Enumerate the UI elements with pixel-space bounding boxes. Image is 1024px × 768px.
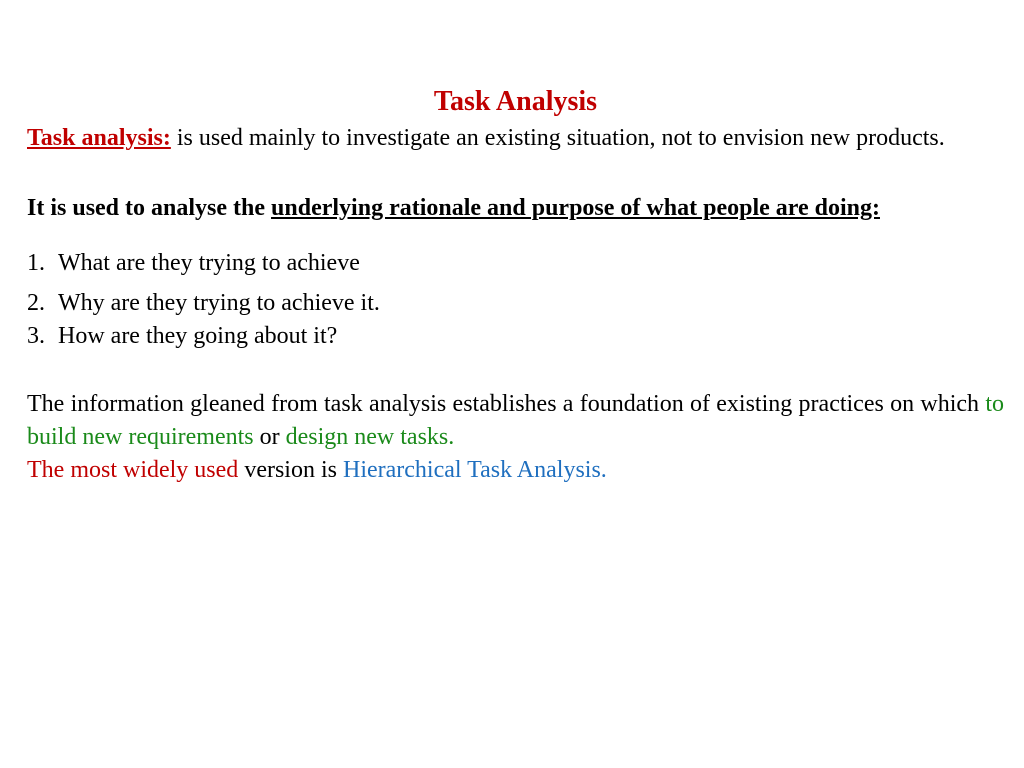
info-text-1: The information gleaned from task analysis establishes a foundation of existing practices on which — [27, 391, 986, 417]
intro-text: is used mainly to investigate an existing situation, not to envision new products. — [170, 125, 945, 151]
information-paragraph — [27, 388, 1004, 487]
list-text: Why are they trying to achieve it. — [58, 290, 380, 316]
list-number: 2. — [27, 290, 45, 316]
slide-content — [27, 82, 1004, 487]
list-number: 3. — [27, 323, 45, 349]
task-analysis-term: Task analysis: — [27, 125, 171, 151]
info-text-2: or — [253, 424, 286, 450]
info-text-3: version is — [238, 457, 343, 483]
purpose-statement — [27, 183, 1004, 234]
list-item — [27, 287, 1004, 320]
list-text: What are they trying to achieve — [58, 250, 360, 276]
intro-paragraph — [27, 122, 1004, 155]
list-text: How are they going about it? — [58, 323, 338, 349]
purpose-emphasis: underlying rationale and purpose of what people are doing: — [271, 195, 880, 221]
build-requirements-text: to build new requirements — [27, 391, 1004, 450]
hta-line — [27, 454, 1004, 487]
list-item — [27, 247, 1004, 280]
list-number: 1. — [27, 250, 45, 276]
list-item — [27, 320, 1004, 353]
purpose-lead: It is used to analyse the — [27, 195, 272, 221]
design-tasks-text: design new tasks. — [285, 424, 455, 450]
question-list — [27, 247, 1004, 353]
slide-title: Task Analysis — [433, 86, 598, 117]
hta-text: Hierarchical Task Analysis. — [342, 457, 607, 483]
most-widely-used-text: The most widely used — [27, 457, 239, 483]
